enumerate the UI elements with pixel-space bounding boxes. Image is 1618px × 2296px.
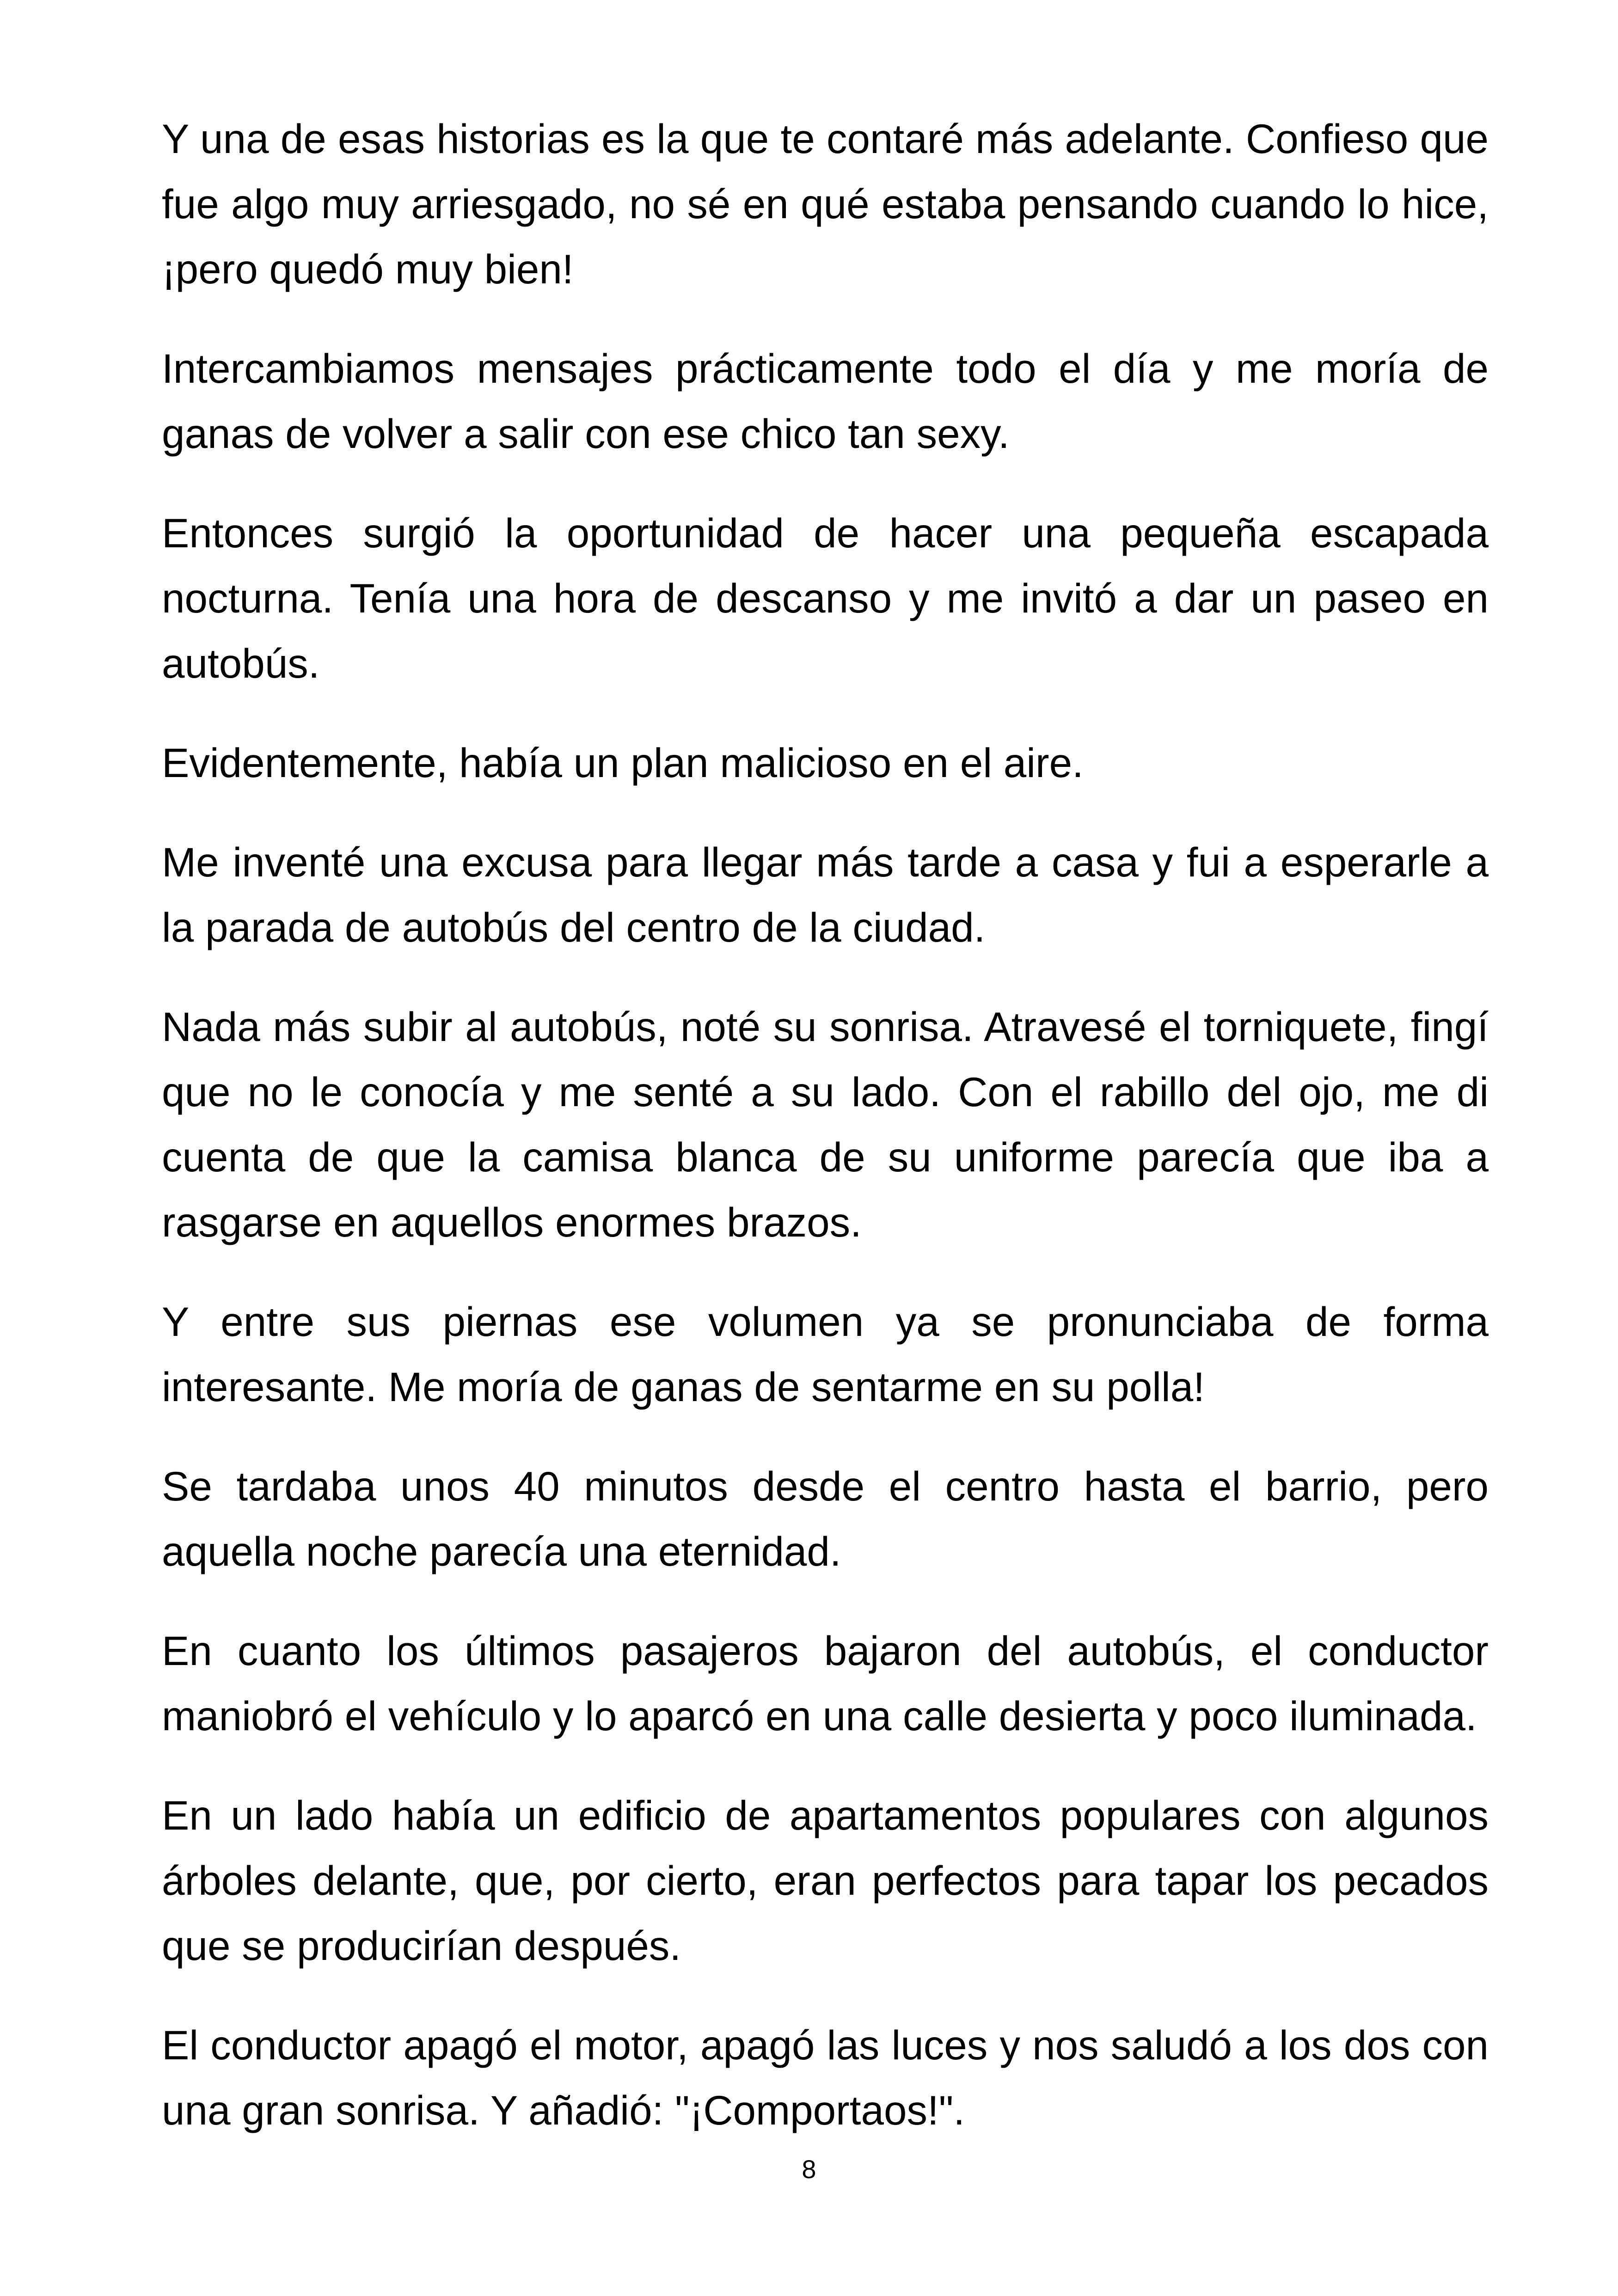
paragraph: Y una de esas historias es la que te contaré más adelante. Confieso que fue algo muy arriesgado, no sé en qué estaba pensando cuando lo hice, ¡pero quedó muy bien! [162, 116, 1489, 292]
paragraph: Entonces surgió la oportunidad de hacer una pequeña escapada nocturna. Tenía una hora de descanso y me invitó a dar un paseo en autobús. [162, 510, 1489, 686]
paragraph: En cuanto los últimos pasajeros bajaron del autobús, el conductor maniobró el vehículo y lo aparcó en una calle desierta y poco iluminada. [162, 1628, 1489, 1739]
page-number: 8 [802, 2155, 816, 2184]
paragraph: Se tardaba unos 40 minutos desde el centro hasta el barrio, pero aquella noche parecía una eternidad. [162, 1463, 1489, 1574]
paragraph: Y entre sus piernas ese volumen ya se pronunciaba de forma interesante. Me moría de ganas de sentarme en su polla! [162, 1298, 1489, 1410]
paragraph: El conductor apagó el motor, apagó las luces y nos saludó a los dos con una gran sonrisa. Y añadió: "¡Comportaos!". [162, 2022, 1489, 2133]
paragraph: Intercambiamos mensajes prácticamente todo el día y me moría de ganas de volver a salir con ese chico tan sexy. [162, 345, 1489, 457]
paragraph: En un lado había un edificio de apartamentos populares con algunos árboles delante, que, por cierto, eran perfectos para tapar los pecados que se producirían después. [162, 1792, 1489, 1969]
body-text [162, 106, 1489, 2143]
paragraph: Evidentemente, había un plan malicioso en el aire. [162, 740, 1084, 786]
paragraph: Nada más subir al autobús, noté su sonrisa. Atravesé el torniquete, fingí que no le conocía y me senté a su lado. Con el rabillo del ojo, me di cuenta de que la camisa blanca de su uniforme parecía que iba a rasgarse en aquellos enormes brazos. [162, 1004, 1489, 1245]
paragraph: Me inventé una excusa para llegar más tarde a casa y fui a esperarle a la parada de autobús del centro de la ciudad. [162, 839, 1489, 950]
